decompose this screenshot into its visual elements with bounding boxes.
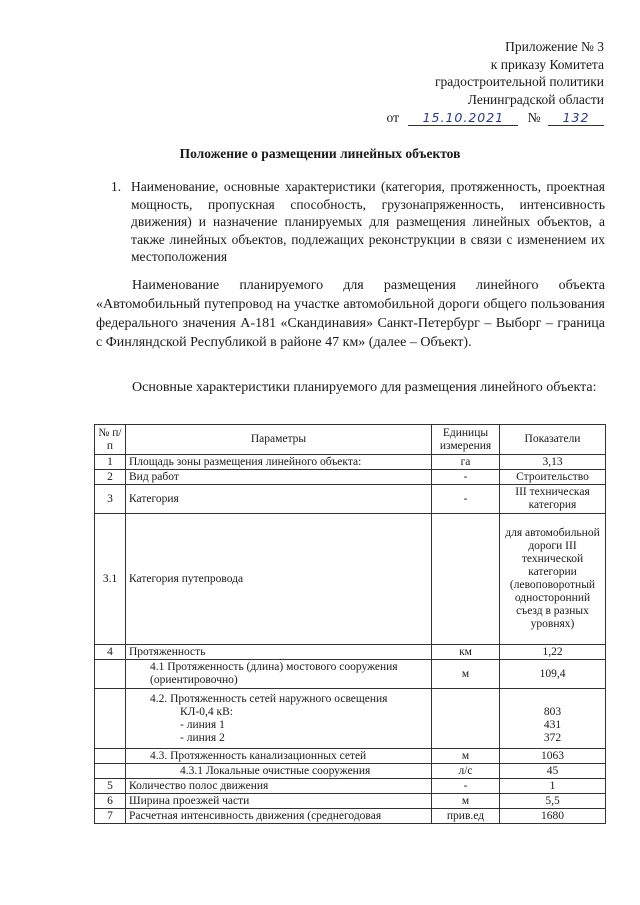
table-row [95, 645, 606, 660]
row-value: для автомобильной дороги III технической категории (левоповоротный односторонний съезд в разных уровнях) [500, 514, 606, 645]
row-param [126, 689, 432, 749]
order-date-field [408, 110, 518, 126]
lighting-kl-value: 803 [543, 705, 562, 718]
row-unit: м [432, 794, 500, 809]
section-1 [111, 178, 605, 266]
appendix-header [387, 38, 605, 127]
lighting-title: 4.2. Протяженность сетей наружного освещения [150, 692, 388, 705]
header-line-order: к приказу Комитета [490, 56, 604, 72]
section-1-number: 1. [111, 179, 122, 194]
row-param: Количество полос движения [126, 779, 432, 794]
object-name-text: Наименование планируемого для размещения линейного объекта «Автомобильный путепровод на участке автомобильной дороги общего пользования федерального значения А-181 «Скандинавия» Санкт-Петербург – Выборг – граница с Финляндской Республикой в районе 47 км» (далее – Объект). [96, 278, 605, 350]
row-num: 5 [95, 779, 126, 794]
row-num [95, 660, 126, 689]
row-value: 109,4 [500, 660, 606, 689]
table-row [95, 749, 606, 764]
characteristics-intro-paragraph [96, 378, 605, 397]
row-param: 4.3. Протяженность канализационных сетей [126, 749, 432, 764]
section-1-text: Наименование, основные характеристики (категория, протяженность, проектная мощность, пропускная способность, грузонапряженность, интенсивность движения) и назначение планируемых для размещения линейных объектов, а также линейных объектов, подлежащих реконструкции в связи с изменением их местоположения [131, 179, 605, 264]
col-header-num: № п/п [95, 425, 126, 455]
row-unit: - [432, 470, 500, 485]
row-num: 4 [95, 645, 126, 660]
table-row [95, 514, 606, 645]
table-row [95, 779, 606, 794]
table-row [95, 794, 606, 809]
col-header-value: Показатели [500, 425, 606, 455]
row-unit: - [432, 779, 500, 794]
col-header-param: Параметры [126, 425, 432, 455]
date-prefix: от [386, 110, 399, 125]
row-num: 7 [95, 809, 126, 824]
col-header-unit: Единицы измерения [432, 425, 500, 455]
lighting-line-1-value: 431 [543, 718, 562, 731]
row-param: Вид работ [126, 470, 432, 485]
row-param: 4.3.1 Локальные очистные сооружения [126, 764, 432, 779]
row-param: Площадь зоны размещения линейного объекта: [126, 455, 432, 470]
row-value: 1063 [500, 749, 606, 764]
row-unit: прив.ед [432, 809, 500, 824]
lighting-line-2-value: 372 [543, 731, 562, 744]
row-num [95, 764, 126, 779]
row-param: 4.1 Протяженность (длина) мостового сооружения (ориентировочно) [126, 660, 432, 689]
header-line-committee: градостроительной политики [434, 74, 604, 89]
row-param: Протяженность [126, 645, 432, 660]
order-number-field [548, 110, 604, 126]
row-num: 6 [95, 794, 126, 809]
row-unit: га [432, 455, 500, 470]
row-param: Расчетная интенсивность движения (среднегодовая [126, 809, 432, 824]
characteristics-intro-text: Основные характеристики планируемого для размещения линейного объекта: [132, 380, 597, 395]
row-unit: л/с [432, 764, 500, 779]
row-value: 1,22 [500, 645, 606, 660]
object-name-paragraph [96, 276, 605, 352]
row-value: III техническая категория [500, 485, 606, 514]
row-param: Категория [126, 485, 432, 514]
row-value: 3,13 [500, 455, 606, 470]
row-num [95, 749, 126, 764]
order-date-value: 15.10.2021 [422, 110, 505, 125]
document-title: Положение о размещении линейных объектов [179, 146, 461, 161]
header-line-appendix: Приложение № 3 [505, 39, 604, 54]
row-num: 3.1 [95, 514, 126, 645]
table-header-row [95, 425, 606, 455]
lighting-line-1: - линия 1 [180, 718, 225, 731]
lighting-line-2: - линия 2 [180, 731, 225, 744]
header-line-region: Ленинградской области [467, 91, 604, 107]
row-unit: - [432, 485, 500, 514]
row-num: 2 [95, 470, 126, 485]
table-row [95, 455, 606, 470]
order-number-value: 132 [562, 110, 590, 125]
table-row [95, 689, 606, 749]
table-row [95, 809, 606, 824]
row-num [95, 689, 126, 749]
row-num: 1 [95, 455, 126, 470]
row-unit: м [432, 660, 500, 689]
row-unit: км [432, 645, 500, 660]
number-prefix: № [527, 110, 541, 125]
row-value: 1680 [500, 809, 606, 824]
order-date-number-line [387, 109, 605, 127]
row-value [500, 689, 606, 749]
table-row [95, 470, 606, 485]
row-num: 3 [95, 485, 126, 514]
row-unit [432, 514, 500, 645]
row-param: Ширина проезжей части [126, 794, 432, 809]
row-unit [432, 689, 500, 749]
table-row [95, 764, 606, 779]
table-row [95, 485, 606, 514]
row-value: 1 [500, 779, 606, 794]
row-value: 45 [500, 764, 606, 779]
row-value: Строительство [500, 470, 606, 485]
row-param: Категория путепровода [126, 514, 432, 645]
table-row [95, 660, 606, 689]
parameters-table [94, 424, 606, 824]
row-unit: м [432, 749, 500, 764]
row-value: 5,5 [500, 794, 606, 809]
lighting-kl: КЛ-0,4 кВ: [180, 705, 234, 718]
